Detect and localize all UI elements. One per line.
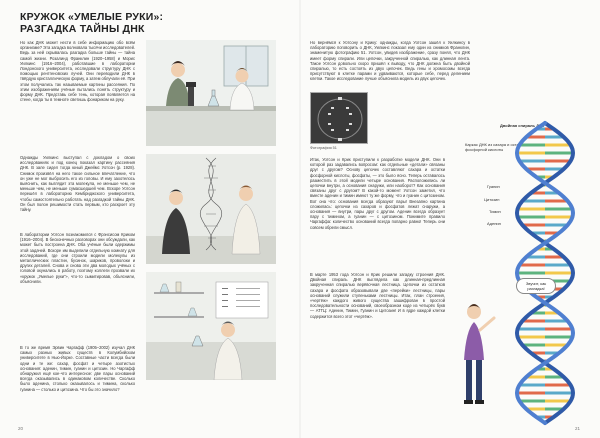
page-fold — [299, 0, 301, 438]
paragraph: Однажды Уилкинс выступал с докладом о своих исследованиях и под конец показал картину рассеяния ДНК. В зале сидел тогда юный Джеймс Уотсон (р. 1928). Снимок произвёл на него такое сильное впечатление, что он уже не мог выбросить его из головы. И ему захотелось выяснить, как выглядит эта молекула, не меньше чем, не меньше чем, не меньше сумасшедшей чем. Вскоре Уотсон перешёл в лабораторию Кембриджского университета, чтобы самостоятельно работать над разгадкой тайны ДНК. Он был полон решимости стать первым, кто раскроет эту тайну. — [20, 155, 135, 213]
base-label-adenine: Аденин — [487, 221, 501, 226]
left-text-column-4 — [20, 345, 135, 396]
illustration-chemist-flasks — [146, 272, 276, 380]
illustration-dna-model-building — [146, 154, 276, 264]
base-label-cytosine: Цитозин — [484, 197, 500, 202]
paragraph: Но как ДНК может нести в себе информацию обо всём организме? Эта загадка волновала тысячи исследователей. Ведь за ней скрывалась разгадка больше тайны — тайна самой жизни. Розалинд Франклин (1920–1958) и Морис Уилкинс (1916–2004), работавшие в лаборатории Лондонского университета, исследовали структуру ДНК с помощью рентгеновских лучей. Они переводили ДНК в твёрдую кристаллическую форму, а затем облучали её. При этом получались так называемые картины рассеяния. По этим изображениям учёные пытались понять структуру и форму ДНК. Представь себе тень, которая появляется на стене, когда ты в темноте светишь фонариком на руку. — [20, 40, 135, 103]
chemist-scene-svg — [146, 272, 276, 380]
right-text-bottom — [310, 272, 445, 323]
speech-bubble: Звучит, как разгадка! — [516, 278, 556, 294]
left-text-column — [20, 40, 135, 106]
base-label-guanine: Гуанин — [487, 184, 500, 189]
right-text-middle — [310, 157, 445, 234]
dna-backbone-label: Каркас ДНК из сахара и остатков фосфорной кислоты — [465, 142, 527, 152]
base-label-thymine: Тимин — [489, 209, 501, 214]
page-number-left: 20 — [18, 426, 24, 431]
left-text-column-3 — [20, 232, 135, 288]
page-number-right: 21 — [575, 426, 581, 431]
page-title — [20, 11, 300, 35]
paragraph: В лаборатории Уотсон познакомился с Фрэнсисом Криком (1916–2004). В бесконечных разговорах они обсуждали, как может быть построена ДНК. Оба учёные были одержимы этой задачей. Вскоре им выделили отдельную комнату для исследований, где они строили модели молекулы из металлических пластин, бусинок, шариков, проволоки и других деталей. Снова и снова эти два молодых учёных с головой окунались в работу, поэтому коллеги прозвали их «кружок „Умелые руки“», что-то сымитировав, объяснили, объяснили. — [20, 232, 135, 284]
paragraph: В марте 1953 года Уотсон и Крик решили загадку строения ДНК. Двойная спираль ДНК выглядела как длинная-предлинная закрученная спиралью верёвочная лестница. Цепочки из остатков сахара и фосфата образовывали две «перейки» лестницы, пары оснований служили ступеньками лестницы. Итак, план строения, «чертёж» каждого живого существа зашифрован в простой последовательности оснований, своеобразном коде из четырёх букв — ATГЦ: Аденин, Тимин, Гуанин и Цитозин! И в ядре каждой клетки содержится всего этот «чертёж». — [310, 272, 445, 319]
paragraph: Итак, Уотсон и Крик приступили к разработке модели ДНК. Они в которой раз задавались вопросом: как отдельные «детали» связаны друг с другом? Основу цепочек составляют сахара и остатки фосфорной кислоты, фосфаты, — это было ясно. Теперь оставалось разместить в этой модели четыре основания. Расположились ли цепочки внутри, а основания снаружи, или наоборот? Как основания связаны друг с другом? В какой-то момент Уотсон заметил, что вместе аденин и тимин имеют ту же форму, что и гуанин с цитозином. Вот она что: основания всегда образуют пары! Внезапно картина сложилась: цепочки из сахаров и фосфатов лежат снаружи, а основания — внутри, пары друг с другом. Аденин всегда образует пару с тимином, а гуанин — с цитозином. Понимите правило Чаргаффа: количество оснований всегда попарно равно! Теперь они совсем обрели смысл. — [310, 157, 445, 230]
paragraph: В то же время Эрвин Чаргафф (1905–2002) изучал ДНК самых разных живых существ в Колумбийском университете в Нью-Йорке. Составные части всегда были одни и те же: сахар, фосфат и четыре азотистых основания: аденин, тимин, гуанин и цитозин. Но Чаргафф обнаружил ещё кое-что интересное: две пары оснований всегда оказывались в одинаковом количестве. Сколько было аденина, столько оказывалось и тимина, сколько гуанина — столько и цитозина. Что бы это значило? — [20, 345, 135, 392]
dna-double-helix — [500, 118, 590, 428]
photo-51-image — [310, 92, 368, 144]
illustration-lab-microscope — [146, 40, 276, 146]
left-text-column-2 — [20, 155, 135, 216]
lab-scene-svg — [146, 40, 276, 146]
right-text-top — [310, 40, 470, 86]
dna-title: Двойная спираль ДНК — [500, 123, 545, 128]
diffraction-pattern-svg — [311, 93, 368, 144]
title-line-2: РАЗГАДКА ТАЙНЫ ДНК — [20, 23, 145, 35]
person-figure — [450, 300, 500, 420]
model-scene-svg — [146, 154, 276, 264]
photo-caption: Фотография 51 — [310, 146, 337, 150]
paragraph: Но вернёмся к Уотсону и Крику: однажды, когда Уотсон зашёл к Уилкинсу в лабораторию поговорить о ДНК, Уилкинс показал ему один из снимков Франклин, знаменитую фотографию 51. Уотсон, увидев изображение, сразу понял, что ДНК имеет форму спирали. Или цепочки, закрученной спиралью, как длинная лента. Такое Уотсон довольно скоро пришёл к выводу, что ДНК должна быть двойной спиралью, то есть состоять из двух цепочек. Ведь гены и хромосомы всегда присутствуют в клетке парами и удваиваются, которые себе, перед делением клетки. Такое исследование лучше объяснила модель из двух цепочек. — [310, 40, 470, 82]
title-line-1: КРУЖОК «УМЕЛЫЕ РУКИ»: — [20, 11, 164, 23]
